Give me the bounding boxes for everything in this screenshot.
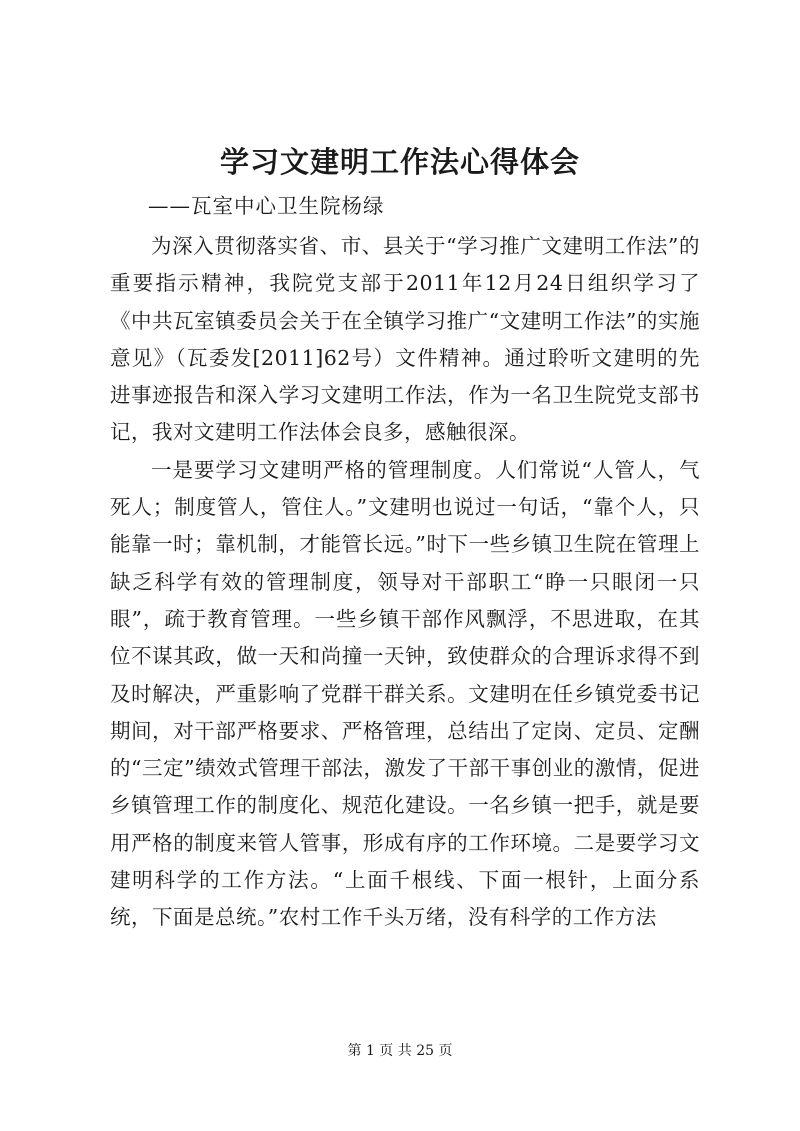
page-footer: 第 1 页 共 25 页	[347, 1043, 453, 1059]
paragraph: 一是要学习文建明严格的管理制度。人们常说“人管人，气死人；制度管人，管住人。”文建明也说过一句话，“靠个人，只能靠一时；靠机制，才能管长远。”时下一些乡镇卫生院在管理上缺乏科学有效的管理制度，领导对干部职工“睁一只眼闭一只眼”，疏于教育管理。一些乡镇干部作风飘浮，不思进取，在其位不谋其政，做一天和尚撞一天钟，致使群众的合理诉求得不到及时解决，严重影响了党群干群关系。文建明在任乡镇党委书记期间，对干部严格要求、严格管理，总结出了定岗、定员、定酬的“三定”绩效式管理干部法，激发了干部干事创业的激情，促进乡镇管理工作的制度化、规范化建设。一名乡镇一把手，就是要用严格的制度来管人管事，形成有序的工作环境。二是要学习文建明科学的工作方法。“上面千根线、下面一根针，上面分系统，下面是总统。”农村工作千头万绪，没有科学的工作方法	[110, 457, 700, 930]
document-subtitle: ——瓦室中心卫生院杨绿	[148, 194, 385, 218]
paragraph: 为深入贯彻落实省、市、县关于“学习推广文建明工作法”的重要指示精神，我院党支部于2011年12月24日组织学习了《中共瓦室镇委员会关于在全镇学习推广“文建明工作法”的实施意见》（瓦委发[2011]62号）文件精神。通过聆听文建明的先进事迹报告和深入学习文建明工作法，作为一名卫生院党支部书记，我对文建明工作法体会良多，感触很深。	[110, 234, 700, 445]
document-body	[110, 228, 700, 937]
document-title: 学习文建明工作法心得体会	[219, 145, 580, 179]
